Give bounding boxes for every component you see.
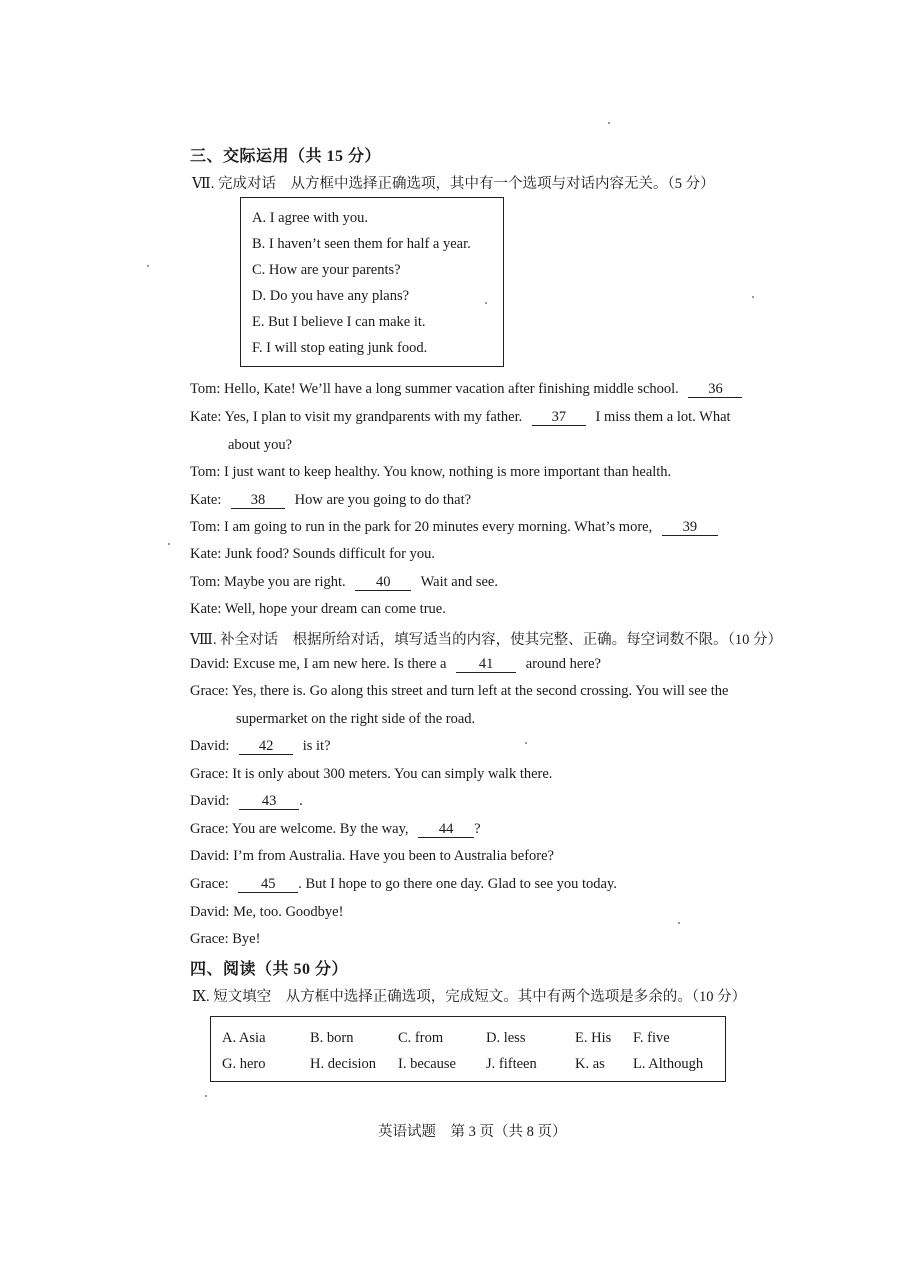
dialogue-line: Grace: Yes, there is. Go along this street and turn left at the second crossing. You will see the xyxy=(190,683,729,699)
part-7-instruction: Ⅶ. 完成对话 从方框中选择正确选项，其中有一个选项与对话内容无关。（5 分） xyxy=(192,176,715,192)
dialogue-line: David: 43 . xyxy=(190,793,303,809)
page-footer: 英语试题 第 3 页（共 8 页） xyxy=(378,1124,567,1140)
dialogue-line: David: 42 is it? xyxy=(190,738,331,754)
scan-speck xyxy=(147,265,149,267)
option-e: E. But I believe I can make it. xyxy=(252,314,426,330)
option-f: F. I will stop eating junk food. xyxy=(252,340,428,356)
answer-blank-43[interactable]: 43 xyxy=(239,794,299,810)
dialogue-line: Grace: 45 . But I hope to go there one day. Glad to see you today. xyxy=(190,876,617,892)
dialogue-line: Kate: Well, hope your dream can come true. xyxy=(190,601,446,617)
dialogue-line: Kate: 38 How are you going to do that? xyxy=(190,492,472,508)
scan-speck xyxy=(678,922,680,924)
dialogue-line: Grace: It is only about 300 meters. You can simply walk there. xyxy=(190,766,553,782)
word-option: K. as xyxy=(575,1056,605,1072)
answer-blank-36[interactable]: 36 xyxy=(688,382,742,398)
answer-blank-45[interactable]: 45 xyxy=(238,877,298,893)
answer-blank-40[interactable]: 40 xyxy=(355,575,411,591)
section-3-heading: 三、交际运用（共 15 分） xyxy=(190,148,382,165)
dialogue-line: Kate: Yes, I plan to visit my grandparents with my father. 37 I miss them a lot. What xyxy=(190,409,731,425)
dialogue-line: Tom: I am going to run in the park for 20 minutes every morning. What’s more, 39 xyxy=(190,519,718,536)
scan-speck xyxy=(525,742,527,744)
word-option: F. five xyxy=(633,1030,670,1046)
dialogue-line-continuation: about you? xyxy=(228,437,293,453)
part-7-options-box xyxy=(240,197,504,367)
dialogue-line: Grace: Bye! xyxy=(190,931,261,947)
part-9-instruction: Ⅸ. 短文填空 从方框中选择正确选项，完成短文。其中有两个选项是多余的。（10 分） xyxy=(192,989,747,1005)
word-option: H. decision xyxy=(310,1056,377,1072)
dialogue-line: David: Excuse me, I am new here. Is there a 41 around here? xyxy=(190,656,601,672)
scan-speck xyxy=(752,296,754,298)
dialogue-line: Kate: Junk food? Sounds difficult for you. xyxy=(190,546,435,562)
part-9-options-box xyxy=(210,1016,726,1082)
word-option: I. because xyxy=(398,1056,456,1072)
word-option: B. born xyxy=(310,1030,354,1046)
word-option: D. less xyxy=(486,1030,526,1046)
answer-blank-41[interactable]: 41 xyxy=(456,657,516,673)
word-option: A. Asia xyxy=(222,1030,266,1046)
part-8-instruction: Ⅷ. 补全对话 根据所给对话，填写适当的内容，使其完整、正确。每空词数不限。（10 分） xyxy=(190,632,782,648)
dialogue-line: Tom: Hello, Kate! We’ll have a long summer vacation after finishing middle school. 36 xyxy=(190,381,742,398)
word-option: C. from xyxy=(398,1030,444,1046)
answer-blank-42[interactable]: 42 xyxy=(239,739,293,755)
dialogue-line: David: Me, too. Goodbye! xyxy=(190,904,344,920)
scan-speck xyxy=(485,302,487,304)
word-option: J. fifteen xyxy=(486,1056,537,1072)
scan-speck xyxy=(168,543,170,545)
option-a: A. I agree with you. xyxy=(252,210,368,226)
option-b: B. I haven’t seen them for half a year. xyxy=(252,236,471,252)
dialogue-line: David: I’m from Australia. Have you been to Australia before? xyxy=(190,848,554,864)
dialogue-line: Tom: I just want to keep healthy. You know, nothing is more important than health. xyxy=(190,464,672,480)
dialogue-line: Tom: Maybe you are right. 40 Wait and see. xyxy=(190,574,498,590)
scan-speck xyxy=(608,122,610,124)
section-4-heading: 四、阅读（共 50 分） xyxy=(190,961,349,978)
dialogue-line-continuation: supermarket on the right side of the road. xyxy=(236,711,476,727)
option-c: C. How are your parents? xyxy=(252,262,401,278)
answer-blank-37[interactable]: 37 xyxy=(532,410,586,426)
answer-blank-39[interactable]: 39 xyxy=(662,520,718,536)
dialogue-line: Grace: You are welcome. By the way, 44 ? xyxy=(190,821,481,837)
word-option: L. Although xyxy=(633,1056,704,1072)
word-option: E. His xyxy=(575,1030,612,1046)
scan-speck xyxy=(205,1095,207,1097)
word-option: G. hero xyxy=(222,1056,266,1072)
answer-blank-38[interactable]: 38 xyxy=(231,493,285,509)
option-d: D. Do you have any plans? xyxy=(252,288,410,304)
answer-blank-44[interactable]: 44 xyxy=(418,822,474,838)
